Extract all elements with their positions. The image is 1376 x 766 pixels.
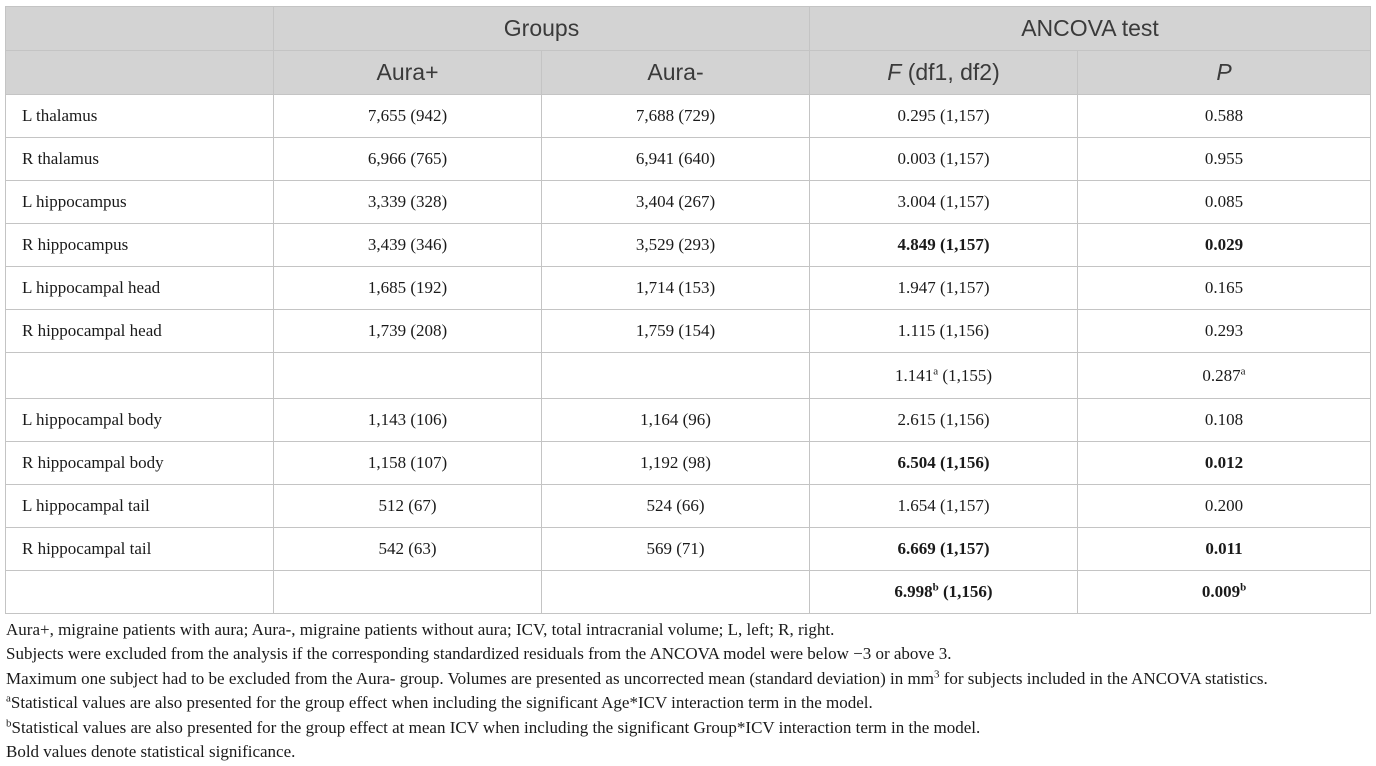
header-f-rest: (df1, df2) (901, 59, 1000, 85)
row-label: L hippocampal body (6, 399, 274, 442)
footnote-exclusion: Subjects were excluded from the analysis if the corresponding standardized residuals from the ANCOVA model were below −3 or above 3. (6, 644, 952, 664)
cell-aura-neg: 1,164 (96) (542, 399, 810, 442)
cell-aura-neg: 3,529 (293) (542, 224, 810, 267)
footnote-marker: a (1240, 364, 1246, 377)
row-label: L hippocampal tail (6, 485, 274, 528)
footnote-marker: b (1240, 581, 1247, 594)
cell-p: 0.200 (1078, 485, 1371, 528)
table-row (6, 267, 1371, 310)
f-df: (1,155) (938, 365, 992, 385)
p-value: 0.287 (1202, 365, 1241, 385)
row-label: L thalamus (6, 95, 274, 138)
cell-p: 0.955 (1078, 138, 1371, 181)
header-aura-neg: Aura- (542, 51, 810, 95)
header-f-italic: F (887, 59, 902, 85)
cell-f-significant: 6.504 (1,156) (810, 442, 1078, 485)
cell-p (1078, 353, 1371, 399)
cell-aura-pos: 1,685 (192) (274, 267, 542, 310)
cell-aura-neg: 7,688 (729) (542, 95, 810, 138)
cell-aura-pos (274, 353, 542, 399)
cell-aura-pos: 1,739 (208) (274, 310, 542, 353)
cell-aura-neg: 1,192 (98) (542, 442, 810, 485)
superscript-cubed: 3 (933, 668, 940, 681)
cell-aura-pos: 542 (63) (274, 528, 542, 571)
table-row (6, 528, 1371, 571)
cell-aura-neg: 1,759 (154) (542, 310, 810, 353)
cell-f: 2.615 (1,156) (810, 399, 1078, 442)
row-label: R hippocampus (6, 224, 274, 267)
p-value: 0.009 (1201, 582, 1241, 601)
footnote-volumes-text-end: for subjects included in the ANCOVA statistics. (939, 668, 1268, 688)
cell-p-significant: 0.012 (1078, 442, 1371, 485)
cell-p-significant (1078, 571, 1371, 614)
footnote-volumes (6, 667, 1372, 691)
header-blank (6, 7, 274, 51)
footnote-volumes-text: Maximum one subject had to be excluded from the Aura- group. Volumes are presented as uncorrected mean (standard deviation) in mm (6, 668, 934, 688)
cell-aura-neg (542, 353, 810, 399)
footnote-abbreviations: Aura+, migraine patients with aura; Aura-, migraine patients without aura; ICV, total intracranial volume; L, left; R, right. (6, 620, 835, 639)
cell-aura-pos: 7,655 (942) (274, 95, 542, 138)
footnote-b-text: Statistical values are also presented for the group effect at mean ICV when including the significant Group*ICV interaction term in the model. (11, 717, 981, 737)
cell-aura-pos: 1,143 (106) (274, 399, 542, 442)
row-label (6, 571, 274, 614)
footnote-a-text: Statistical values are also presented for the group effect when including the significant Age*ICV interaction term in the model. (10, 693, 873, 713)
cell-p: 0.085 (1078, 181, 1371, 224)
table-row (6, 485, 1371, 528)
cell-f (810, 353, 1078, 399)
header-row-1 (6, 7, 1371, 51)
table-row (6, 571, 1371, 614)
cell-f: 1.654 (1,157) (810, 485, 1078, 528)
row-label: L hippocampal head (6, 267, 274, 310)
header-ancova: ANCOVA test (810, 7, 1371, 51)
cell-aura-pos: 3,439 (346) (274, 224, 542, 267)
header-row-2 (6, 51, 1371, 95)
table-row (6, 181, 1371, 224)
cell-f-significant: 4.849 (1,157) (810, 224, 1078, 267)
table-row (6, 95, 1371, 138)
header-aura-pos: Aura+ (274, 51, 542, 95)
table-row (6, 310, 1371, 353)
cell-aura-pos: 1,158 (107) (274, 442, 542, 485)
cell-aura-pos: 3,339 (328) (274, 181, 542, 224)
footnote-marker: b (932, 581, 939, 594)
f-df: (1,156) (938, 582, 993, 601)
header-p (1078, 51, 1371, 95)
table-row (6, 138, 1371, 181)
table-row (6, 442, 1371, 485)
f-value: 6.998 (894, 582, 933, 601)
cell-aura-neg: 524 (66) (542, 485, 810, 528)
header-p-italic: P (1216, 59, 1232, 85)
cell-f-significant (810, 571, 1078, 614)
footnote-marker: a (933, 364, 939, 377)
cell-p-significant: 0.029 (1078, 224, 1371, 267)
row-label: R hippocampal head (6, 310, 274, 353)
table-row (6, 353, 1371, 399)
header-groups: Groups (274, 7, 810, 51)
header-blank-2 (6, 51, 274, 95)
footnote-bold: Bold values denote statistical significance. (6, 742, 296, 762)
cell-aura-neg: 569 (71) (542, 528, 810, 571)
results-table (5, 6, 1371, 614)
cell-f: 1.947 (1,157) (810, 267, 1078, 310)
cell-p: 0.588 (1078, 95, 1371, 138)
cell-p: 0.293 (1078, 310, 1371, 353)
f-value: 1.141 (895, 365, 934, 385)
cell-aura-neg (542, 571, 810, 614)
table-footnotes (6, 618, 1372, 764)
row-label: L hippocampus (6, 181, 274, 224)
cell-p: 0.108 (1078, 399, 1371, 442)
header-f (810, 51, 1078, 95)
cell-aura-pos: 6,966 (765) (274, 138, 542, 181)
cell-aura-neg: 3,404 (267) (542, 181, 810, 224)
cell-f: 0.003 (1,157) (810, 138, 1078, 181)
cell-f: 3.004 (1,157) (810, 181, 1078, 224)
cell-aura-pos: 512 (67) (274, 485, 542, 528)
footnote-marker: b (6, 716, 12, 729)
row-label: R hippocampal tail (6, 528, 274, 571)
cell-p: 0.165 (1078, 267, 1371, 310)
row-label: R thalamus (6, 138, 274, 181)
cell-f: 0.295 (1,157) (810, 95, 1078, 138)
cell-aura-neg: 1,714 (153) (542, 267, 810, 310)
cell-p-significant: 0.011 (1078, 528, 1371, 571)
row-label (6, 353, 274, 399)
cell-f: 1.115 (1,156) (810, 310, 1078, 353)
table-row (6, 224, 1371, 267)
table-row (6, 399, 1371, 442)
cell-aura-neg: 6,941 (640) (542, 138, 810, 181)
footnote-marker: a (6, 692, 11, 705)
cell-f-significant: 6.669 (1,157) (810, 528, 1078, 571)
footnote-a (6, 691, 1372, 715)
cell-aura-pos (274, 571, 542, 614)
footnote-b (6, 716, 1372, 740)
row-label: R hippocampal body (6, 442, 274, 485)
